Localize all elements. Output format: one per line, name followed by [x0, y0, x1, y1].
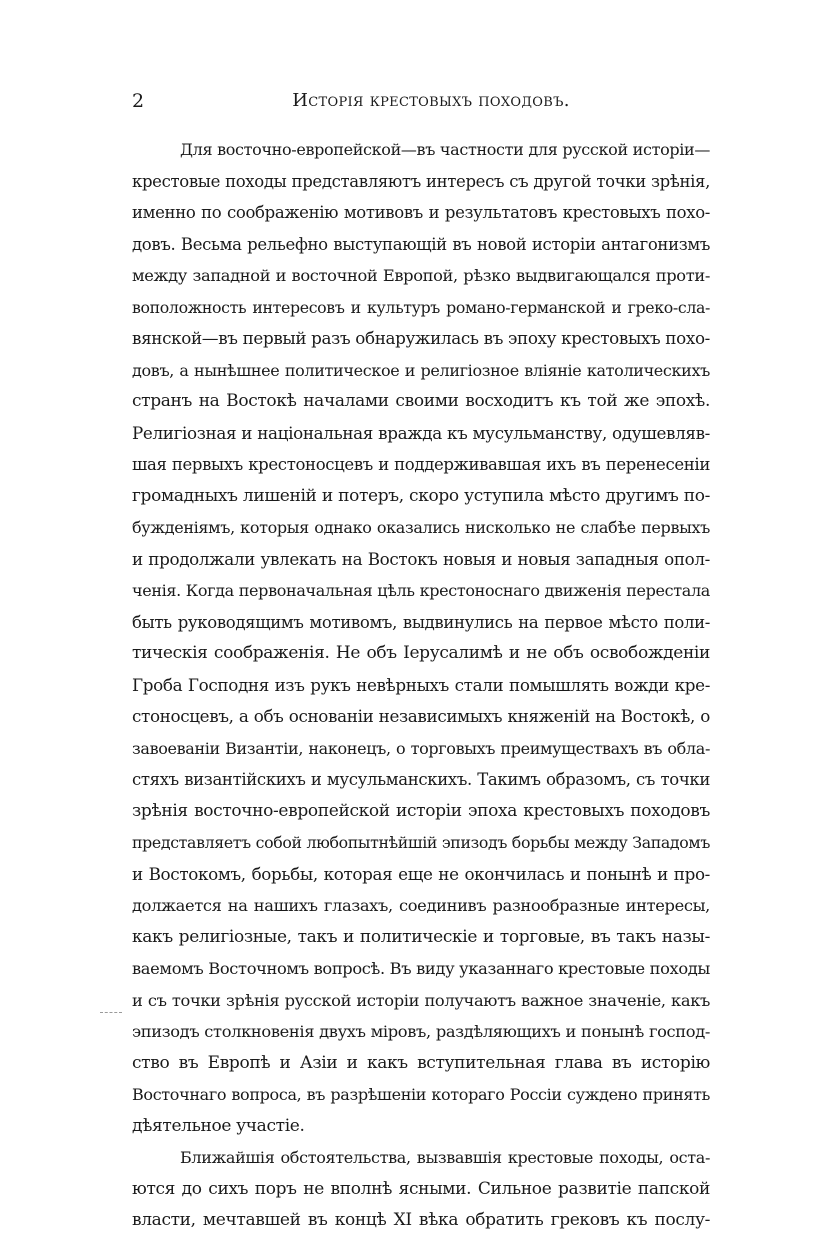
text-line: довъ. Весьма рельефно выступающій въ новой исторіи антагонизмъ — [132, 234, 710, 254]
running-head — [132, 88, 710, 114]
paragraph-2 — [132, 1142, 710, 1237]
text-line: власти, мечтавшей въ концѣ XI вѣка обратить грековъ къ послу- — [132, 1210, 710, 1230]
paragraph-1 — [132, 134, 710, 1142]
text-line: Для восточно-европейской—въ частности для русской исторіи— — [180, 140, 710, 159]
text-line: какъ религіозные, такъ и политическіе и торговые, въ такъ назы- — [132, 926, 710, 947]
running-title: Исторія крестовыхъ походовъ. — [292, 90, 570, 111]
text-line: довъ, а нынѣшнее политическое и религіозное вліяніе католическихъ — [132, 360, 710, 380]
text-line: стоносцевъ, а объ основаніи независимыхъ княженій на Востокѣ, о — [132, 706, 710, 726]
text-line: представляетъ собой любопытнѣйшій эпизодъ борьбы между Западомъ — [132, 833, 710, 852]
text-line: Восточнаго вопроса, въ разрѣшеніи котораго Россіи суждено принять — [132, 1085, 710, 1104]
text-line: быть руководящимъ мотивомъ, выдвинулись на первое мѣсто поли- — [132, 612, 710, 632]
text-line: и Востокомъ, борьбы, которая еще не окончилась и понынѣ и про- — [132, 863, 710, 884]
text-line: шая первыхъ крестоносцевъ и поддерживавшая ихъ въ перенесеніи — [132, 455, 710, 474]
margin-mark — [100, 1012, 122, 1014]
text-line: ются до сихъ поръ не вполнѣ ясными. Сильное развитіе папской — [132, 1178, 710, 1199]
body-text — [132, 134, 710, 1237]
text-line: вянской—въ первый разъ обнаружилась въ эпоху крестовыхъ похо- — [132, 328, 710, 348]
text-line: тическія соображенія. Не объ Іерусалимѣ и не объ освобожденіи — [132, 643, 710, 663]
text-line: Гроба Господня изъ рукъ невѣрныхъ стали помышлять вожди кре- — [132, 674, 710, 695]
text-line: зрѣнія восточно-европейской исторіи эпоха крестовыхъ походовъ — [132, 800, 710, 821]
text-line: ваемомъ Восточномъ вопросѣ. Въ виду указаннаго крестовые походы — [132, 959, 710, 978]
text-line: должается на нашихъ глазахъ, соединивъ разнообразные интересы, — [132, 896, 710, 915]
text-line: именно по соображенію мотивовъ и результатовъ крестовыхъ похо- — [132, 203, 710, 222]
text-line: между западной и восточной Европой, рѣзко выдвигающался проти- — [132, 266, 710, 285]
text-line: и продолжали увлекать на Востокъ новыя и новыя западныя опол- — [132, 548, 710, 569]
text-line: крестовые походы представляютъ интересъ съ другой точки зрѣнія, — [132, 171, 710, 191]
text-line: странъ на Востокѣ началами своими восходитъ къ той же эпохѣ. — [132, 391, 710, 411]
text-line: ченія. Когда первоначальная цѣль крестоноснаго движенія перестала — [132, 581, 710, 600]
text-line: Религіозная и національная вражда къ мусульманству, одушевляв- — [132, 422, 710, 443]
text-line: Ближайшія обстоятельства, вызвавшія крестовые походы, оста- — [180, 1148, 710, 1167]
text-line: эпизодъ столкновенія двухъ міровъ, раздѣляющихъ и понынѣ господ- — [132, 1022, 710, 1041]
page-number: 2 — [132, 90, 145, 112]
text-line: громадныхъ лишеній и потеръ, скоро уступила мѣсто другимъ по- — [132, 485, 710, 506]
text-line: стяхъ византійскихъ и мусульманскихъ. Такимъ образомъ, съ точки — [132, 770, 710, 789]
text-line: воположность интересовъ и культуръ романо-германской и греко-сла- — [132, 297, 710, 317]
text-line: бужденіямъ, которыя однако оказались нисколько не слабѣе первыхъ — [132, 518, 710, 537]
text-line: и съ точки зрѣнія русской исторіи получаютъ важное значеніе, какъ — [132, 990, 710, 1010]
text-line: завоеваніи Византіи, наконецъ, о торговыхъ преимуществахъ въ обла- — [132, 738, 710, 758]
text-line: дѣятельное участіе. — [132, 1115, 305, 1136]
text-line: ство въ Европѣ и Азіи и какъ вступительная глава въ исторію — [132, 1052, 710, 1073]
